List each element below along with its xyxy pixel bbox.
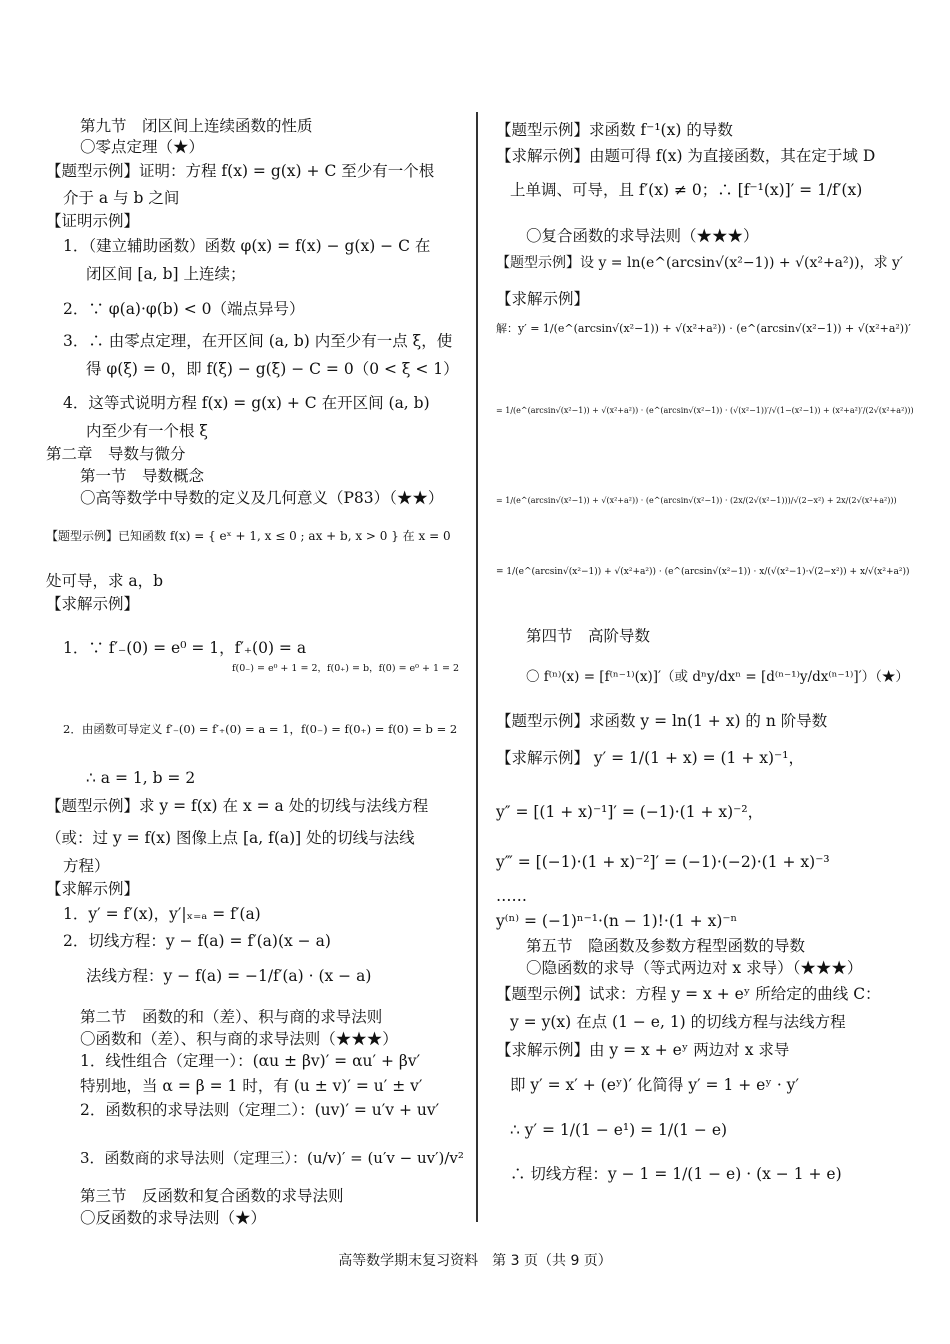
right-line: 上单调、可导，且 f′(x) ≠ 0；∴ [f⁻¹(x)]′ = 1/f′(x) [510, 181, 863, 199]
right-line: …… [496, 887, 527, 905]
left-line: 1．∵ f′₋(0) = e⁰ = 1，f′₊(0) = a [63, 639, 307, 657]
left-line: 【求解示例】 [46, 880, 140, 898]
left-line: 特别地，当 α = β = 1 时，有 (u ± v)′ = u′ ± v′ [80, 1077, 423, 1095]
left-line: 〇零点定理（★） [80, 138, 205, 156]
left-line: 3．函数商的求导法则（定理三）：(u/v)′ = (u′v − uv′)/v² [80, 1149, 464, 1167]
left-line: （或：过 y = f(x) 图像上点 [a, f(a)] 处的切线与法线 [46, 829, 415, 847]
left-line: 〇函数和（差）、积与商的求导法则（★★★） [80, 1030, 398, 1048]
left-line: 4．这等式说明方程 f(x) = g(x) + C 在开区间 (a, b) [63, 394, 430, 412]
right-line: y″ = [(1 + x)⁻¹]′ = (−1)·(1 + x)⁻²， [496, 803, 764, 821]
left-line: 第三节 反函数和复合函数的求导法则 [80, 1187, 344, 1205]
left-line: 【证明示例】 [46, 212, 140, 230]
left-line: 得 φ(ξ) = 0，即 f(ξ) − g(ξ) − C = 0（0 < ξ < 1） [86, 360, 459, 378]
right-line: 第四节 高阶导数 [526, 627, 651, 645]
column-divider [476, 112, 478, 1222]
left-line: 方程） [63, 857, 110, 875]
left-line: 闭区间 [a, b] 上连续； [86, 265, 246, 283]
left-line: 2．由函数可导定义 f′₋(0) = f′₊(0) = a = 1，f(0₋) = f(0₊) = f(0) = b = 2 [63, 722, 458, 736]
page-footer: 高等数学期末复习资料 第 3 页（共 9 页） [338, 1253, 612, 1269]
left-line: 2．∵ φ(a)·φ(b) < 0（端点异号） [63, 300, 305, 318]
left-line: 内至少有一个根 ξ [86, 422, 208, 440]
left-line: 介于 a 与 b 之间 [63, 189, 180, 207]
left-line: 2．切线方程：y − f(a) = f′(a)(x − a) [63, 932, 331, 950]
left-line: 第二章 导数与微分 [46, 445, 186, 463]
left-line: 2．函数积的求导法则（定理二）：(uv)′ = u′v + uv′ [80, 1101, 440, 1119]
right-line: 【题型示例】求函数 f⁻¹(x) 的导数 [496, 121, 733, 139]
left-line: 1．线性组合（定理一）：(αu ± βv)′ = αu′ + βv′ [80, 1052, 421, 1070]
right-line: 【求解示例】 [496, 290, 590, 308]
right-line: ∴ 切线方程：y − 1 = 1/(1 − e) · (x − 1 + e) [510, 1165, 842, 1183]
right-line: 【求解示例】由 y = x + eʸ 两边对 x 求导 [496, 1041, 790, 1059]
left-line: 3．∴ 由零点定理，在开区间 (a, b) 内至少有一点 ξ，使 [63, 332, 453, 350]
left-line: 〇高等数学中导数的定义及几何意义（P83）（★★） [80, 489, 444, 507]
right-line: 解：y′ = 1/(e^(arcsin√(x²−1)) + √(x²+a²)) · (e^(arcsin√(x²−1)) + √(x²+a²))′ [496, 322, 911, 335]
right-line: 【题型示例】试求：方程 y = x + eʸ 所给定的曲线 C： [496, 985, 881, 1003]
right-line: y = y(x) 在点 (1 − e, 1) 的切线方程与法线方程 [510, 1013, 846, 1031]
left-line: 第九节 闭区间上连续函数的性质 [80, 117, 313, 135]
left-line: 【题型示例】求 y = f(x) 在 x = a 处的切线与法线方程 [46, 797, 429, 815]
right-line: y⁽ⁿ⁾ = (−1)ⁿ⁻¹·(n − 1)!·(1 + x)⁻ⁿ [496, 912, 738, 930]
right-line: 【求解示例】 y′ = 1/(1 + x) = (1 + x)⁻¹， [496, 749, 804, 767]
right-line: = 1/(e^(arcsin√(x²−1)) + √(x²+a²)) · (e^(arcsin√(x²−1)) · (√(x²−1))′/√(1−(x²−1)) + (x²+a²)′/(2√(x²+a²))) [496, 406, 914, 415]
left-line: 1．y′ = f′(x)，y′|ₓ₌ₐ = f′(a) [63, 905, 261, 923]
right-line: 【求解示例】由题可得 f(x) 为直接函数，其在定于域 D [496, 147, 876, 165]
left-line: 第二节 函数的和（差）、积与商的求导法则 [80, 1008, 383, 1026]
right-line: y‴ = [(−1)·(1 + x)⁻²]′ = (−1)·(−2)·(1 + x)⁻³ [496, 853, 830, 871]
left-line: 第一节 导数概念 [80, 467, 205, 485]
right-line: 【题型示例】求函数 y = ln(1 + x) 的 n 阶导数 [496, 712, 828, 730]
right-line: = 1/(e^(arcsin√(x²−1)) + √(x²+a²)) · (e^(arcsin√(x²−1)) · x/(√(x²−1)·√(2−x²)) + x/√(x²+a²)) [496, 567, 910, 577]
right-line: 〇复合函数的求导法则（★★★） [526, 227, 759, 245]
left-line: 〇反函数的求导法则（★） [80, 1209, 267, 1227]
left-line: 【题型示例】证明：方程 f(x) = g(x) + C 至少有一个根 [46, 162, 435, 180]
right-line: 〇隐函数的求导（等式两边对 x 求导）（★★★） [526, 959, 863, 977]
left-line: ∴ a = 1, b = 2 [86, 769, 196, 787]
right-line: 即 y′ = x′ + (eʸ)′ 化简得 y′ = 1 + eʸ · y′ [510, 1076, 799, 1094]
right-line: = 1/(e^(arcsin√(x²−1)) + √(x²+a²)) · (e^(arcsin√(x²−1)) · (2x/(2√(x²−1)))/√(2−x²) + 2x/(2√(x²+a²))) [496, 496, 897, 505]
right-line: 【题型示例】设 y = ln(e^(arcsin√(x²−1)) + √(x²+a²))，求 y′ [496, 255, 904, 271]
right-line: 第五节 隐函数及参数方程型函数的导数 [526, 937, 806, 955]
right-line: 〇 f⁽ⁿ⁾(x) = [f⁽ⁿ⁻¹⁾(x)]′（或 dⁿy/dxⁿ = [d⁽ⁿ⁻¹⁾y/dx⁽ⁿ⁻¹⁾]′）（★） [526, 669, 909, 685]
left-line: f(0₋) = e⁰ + 1 = 2，f(0₊) = b，f(0) = e⁰ + 1 = 2 [232, 663, 460, 674]
left-line: 处可导，求 a，b [46, 572, 164, 590]
left-line: 法线方程：y − f(a) = −1/f′(a) · (x − a) [86, 967, 372, 985]
right-line: ∴ y′ = 1/(1 − e¹) = 1/(1 − e) [510, 1121, 728, 1139]
left-line: 【求解示例】 [46, 595, 140, 613]
left-line: 【题型示例】已知函数 f(x) = { eˣ + 1, x ≤ 0 ; ax + b, x > 0 } 在 x = 0 [46, 529, 451, 543]
left-line: 1．（建立辅助函数）函数 φ(x) = f(x) − g(x) − C 在 [63, 237, 431, 255]
